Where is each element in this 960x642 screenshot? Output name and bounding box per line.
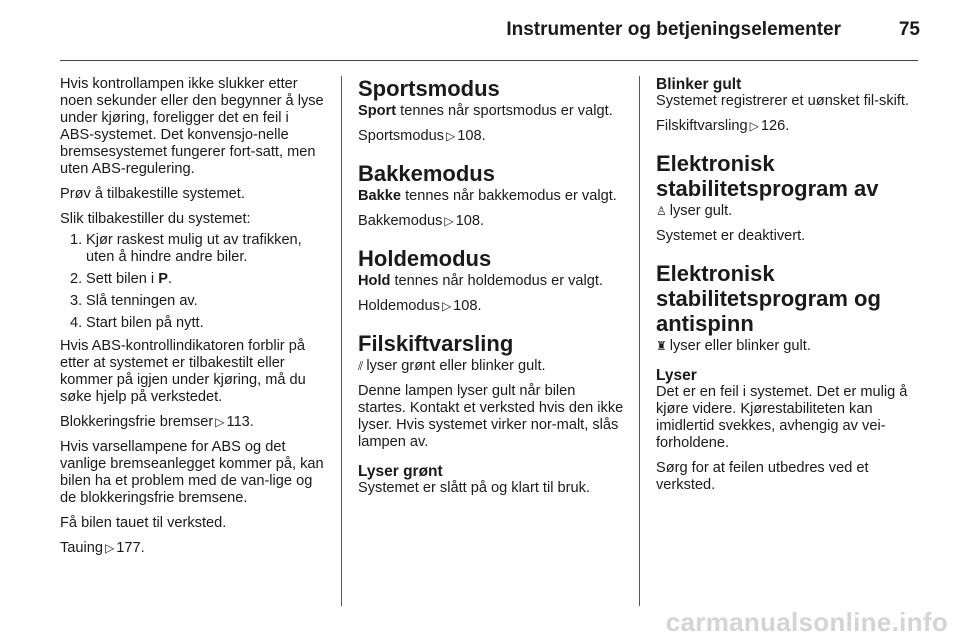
section-heading: Sportsmodus: [358, 76, 500, 101]
esp-traction-icon: ♜: [656, 339, 667, 353]
cross-reference[interactable]: Bakkemodus ▷ 108.: [358, 213, 485, 229]
esp-off-icon: ♙: [656, 204, 667, 218]
body-paragraph: Systemet er slått på og klart til bruk.: [358, 480, 590, 496]
page-number: 75: [898, 19, 920, 40]
page-arrow-icon: ▷: [441, 299, 452, 313]
list-item: 2. Sett bilen i P.: [70, 271, 172, 287]
page-arrow-icon: ▷: [215, 415, 225, 429]
tow-paragraph: Få bilen tauet til verksted.: [60, 515, 227, 531]
section-heading: Holdemodus: [358, 246, 492, 271]
cross-reference[interactable]: Filskiftvarsling ▷ 126.: [656, 118, 790, 134]
section-heading: Filskiftvarsling: [358, 331, 514, 356]
body-paragraph: Systemet registrerer et uønsket fil-skift.: [656, 93, 910, 109]
column-divider: [341, 76, 342, 606]
page-header: [0, 0, 960, 62]
column-3: Blinker gult Systemet registrerer et uønsket fil-skift. Filskiftvarsling ▷ 126. Elektronisk stabilitetsprogram av ♙ lyser gult. Systemet er deaktivert. Elektronisk stabilitetsprogram og antispinn ♜ lyser eller blinker gult. Lyser Det er en feil i systemet. Det er mulig å kjøre videre. Kjørestabiliteten kan imidlertid svekkes, avhengig av vei-forholdene. Sørg for at feilen utbedres ved et verksted.: [656, 76, 922, 502]
abs-paragraph: Hvis kontrollampen ikke slukker etter noen sekunder eller den begynner å lyse under kjøring, foreligger det en feil i ABS-systemet. Det konvensjo-nelle bremsesystemet fungerer fort-satt, men uten ABS-regulering.: [60, 76, 324, 177]
reset-steps: [60, 232, 326, 332]
body-paragraph: Systemet er deaktivert.: [656, 228, 806, 244]
column-1: [60, 76, 326, 565]
section-heading: Elektronisk stabilitetsprogram og antispinn: [656, 261, 881, 336]
list-item: 1. Kjør raskest mulig ut av trafikken, uten å hindre andre biler.: [70, 232, 302, 265]
reset-intro: Slik tilbakestiller du systemet:: [60, 211, 251, 227]
body-paragraph: Denne lampen lyser gult når bilen startes. Kontakt et verksted hvis den ikke lyser. Hvis systemet virker nor-malt, slås lampen av.: [358, 383, 624, 450]
list-item: 3. Slå tenningen av.: [70, 293, 198, 309]
cross-reference[interactable]: Tauing ▷ 177.: [60, 540, 145, 556]
header-rule: [60, 60, 918, 61]
reset-paragraph: Prøv å tilbakestille systemet.: [60, 186, 245, 202]
warning-paragraph: Hvis varsellampene for ABS og det vanlige bremseanlegget kommer på, kan bilen ha et problem med de van-lige og de blokkeringsfrie bremsene.: [60, 439, 324, 506]
column-2: Sportsmodus Sport tennes når sportsmodus er valgt. Sportsmodus ▷ 108. Bakkemodus Bakke tennes når bakkemodus er valgt. Bakkemodus ▷ 108. Holdemodus Hold tennes når holdemodus er valgt. Holdemodus ▷ 108. Filskiftvarsling ⫽ lyser grønt eller blinker gult. Denne lampen lyser gult når bilen startes. Kontakt et verksted hvis den ikke lyser. Hvis systemet virker nor-malt, slås lampen av. Lyser grønt Systemet er slått på og klart til bruk.: [358, 76, 626, 505]
column-divider: [639, 76, 640, 606]
watermark: carmanualsonline.info: [665, 607, 948, 637]
cross-reference[interactable]: Holdemodus ▷ 108.: [358, 298, 482, 314]
lane-departure-icon: ⫽: [358, 359, 364, 373]
sub-heading: Lyser grønt: [358, 463, 443, 480]
section-heading: Bakkemodus: [358, 161, 495, 186]
sub-heading: Lyser: [656, 367, 697, 384]
page-arrow-icon: ▷: [444, 214, 454, 228]
page-arrow-icon: ▷: [105, 541, 115, 555]
cross-reference[interactable]: Blokkeringsfrie bremser ▷ 113.: [60, 414, 254, 430]
section-heading: Elektronisk stabilitetsprogram av: [656, 151, 879, 201]
abs-indicator-paragraph: Hvis ABS-kontrollindikatoren forblir på etter at systemet er tilbakestilt eller kommer på igjen under kjøring, må du søke hjelp på verkstedet.: [60, 338, 306, 405]
page-title: Instrumenter og betjeningselementer: [506, 19, 841, 40]
page-arrow-icon: ▷: [445, 129, 456, 143]
cross-reference[interactable]: Sportsmodus ▷ 108.: [358, 128, 486, 144]
body-paragraph: Sørg for at feilen utbedres ved et verksted.: [656, 460, 869, 493]
list-item: 4. Start bilen på nytt.: [70, 315, 204, 331]
page-arrow-icon: ▷: [749, 119, 759, 133]
sub-heading: Blinker gult: [656, 76, 742, 93]
body-paragraph: Det er en feil i systemet. Det er mulig å kjøre videre. Kjørestabiliteten kan imidlertid svekkes, avhengig av vei-forholdene.: [656, 384, 908, 451]
